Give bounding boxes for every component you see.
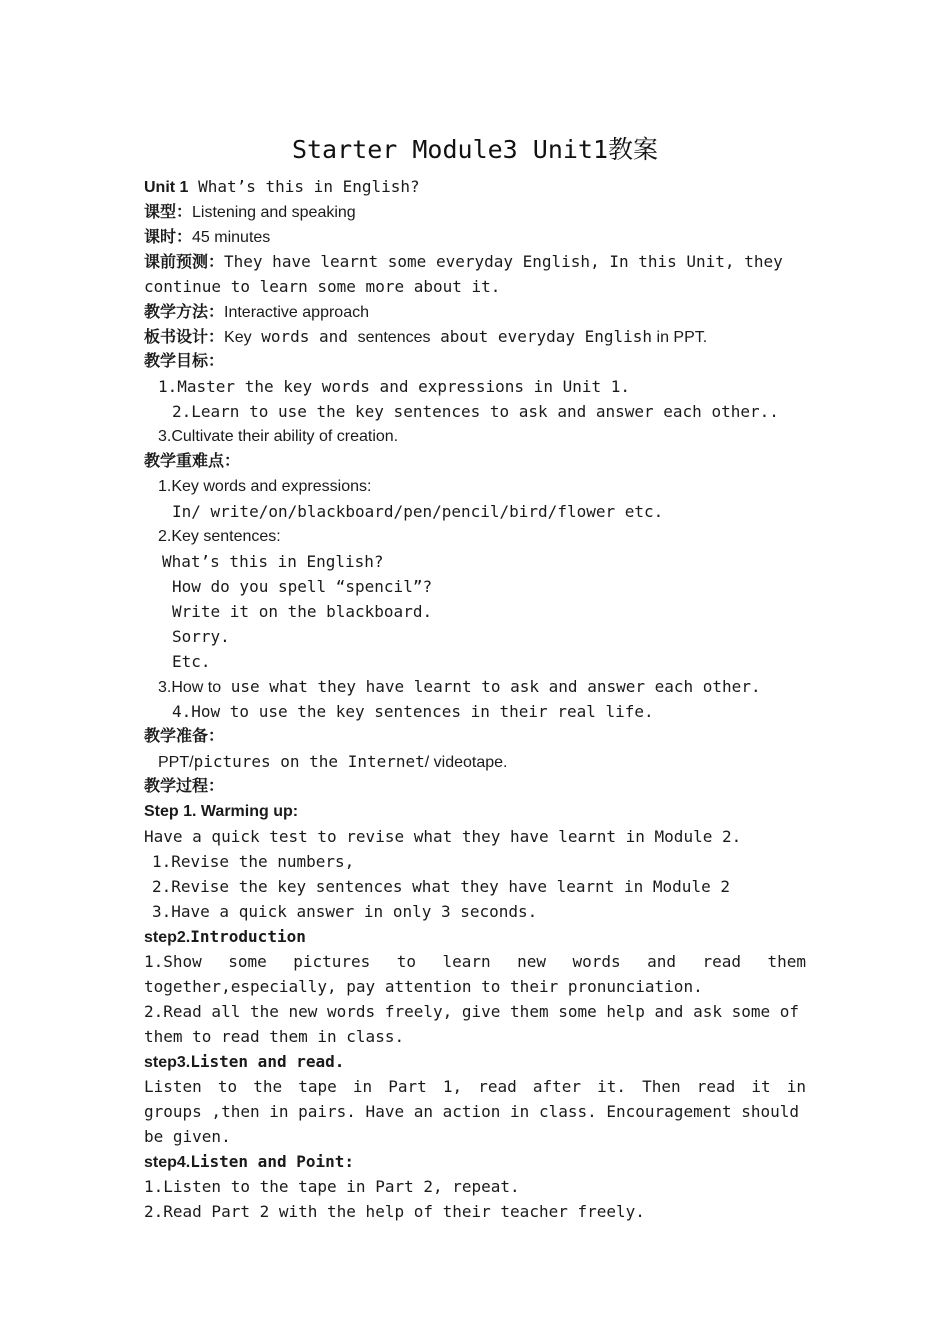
step1-heading: Step 1. Warming up: — [144, 803, 299, 820]
step4-item-2: 2.Read Part 2 with the help of their teacher freely. — [144, 1202, 645, 1221]
objective-1: 1.Master the key words and expressions in Unit 1. — [158, 377, 631, 396]
step2-item-2-line-1: 2.Read all the new words freely, give them some help and ask some of — [144, 1002, 800, 1021]
pre-forecast-label: 课前预测： — [144, 254, 225, 271]
pre-forecast-text-2: continue to learn some more about it. — [144, 277, 501, 296]
step2-heading — [144, 924, 806, 949]
key-sentence-2: How do you spell “spencil”? — [172, 577, 433, 596]
step4-item-1: 1.Listen to the tape in Part 2, repeat. — [144, 1177, 520, 1196]
key-sentence-4: Sorry. — [172, 627, 230, 646]
objectives-heading: 教学目标： — [144, 353, 225, 370]
preparation-heading: 教学准备： — [144, 728, 225, 745]
pre-forecast-line — [144, 249, 806, 274]
step2-prefix: step2. — [144, 929, 191, 946]
board-key: Key — [224, 329, 252, 346]
objective-2: 2.Learn to use the key sentences to ask and answer each other.. — [172, 402, 779, 421]
step3-line-2: groups ,then in pairs. Have an action in class. Encouragement should — [144, 1102, 800, 1121]
page-title: Starter Module3 Unit1教案 — [291, 135, 659, 164]
duration-value: 45 minutes — [192, 229, 271, 246]
step3-title: Listen and read. — [190, 1052, 345, 1071]
step4-prefix: step4. — [144, 1154, 191, 1171]
step3-prefix: step3. — [144, 1054, 191, 1071]
key-sentence-1: What’s this in English? — [162, 552, 384, 571]
duration-line — [144, 224, 806, 249]
objective-3: 3.Cultivate their ability of creation. — [158, 428, 399, 445]
lesson-type-label: 课型： — [144, 204, 193, 221]
step2-item-1-line-2: together,especially, pay attention to their pronunciation. — [144, 977, 703, 996]
board-sentences: sentences — [357, 329, 431, 346]
key-words-list: In/ write/on/blackboard/pen/pencil/bird/flower etc. — [172, 502, 664, 521]
step2-item-2-line-2: them to read them in class. — [144, 1027, 405, 1046]
lesson-type-line — [144, 199, 806, 224]
prep-pictures: pictures on the Internet — [193, 752, 425, 771]
step1-item-2: 2.Revise the key sentences what they have learnt in Module 2 — [152, 877, 730, 896]
duration-label: 课时： — [144, 229, 193, 246]
board-about: about everyday English — [430, 327, 653, 346]
key-sentences-heading: 2.Key sentences: — [158, 528, 281, 545]
step3-line-3: be given. — [144, 1127, 231, 1146]
method-value: Interactive approach — [224, 304, 369, 321]
unit-title: What’s this in English? — [188, 177, 420, 196]
key-words-heading: 1.Key words and expressions: — [158, 478, 372, 495]
process-heading: 教学过程： — [144, 778, 225, 795]
preparation-line — [144, 749, 806, 774]
prep-ppt: PPT/ — [158, 754, 194, 771]
unit-label: Unit 1 — [144, 179, 189, 196]
step1-item-3: 3.Have a quick answer in only 3 seconds. — [152, 902, 538, 921]
key-point-3 — [144, 674, 806, 699]
step3-heading — [144, 1049, 806, 1074]
step2-title: Introduction — [190, 927, 306, 946]
key-point-3-text: use what they have learnt to ask and answer each other. — [221, 677, 761, 696]
key-points-heading: 教学重难点： — [144, 453, 241, 470]
key-point-3-prefix: 3.How to — [158, 679, 222, 696]
key-sentence-5: Etc. — [172, 652, 211, 671]
step4-title: Listen and Point: — [190, 1152, 355, 1171]
step3-line-1: Listen to the tape in Part 1, read after it. Then read it in — [144, 1077, 806, 1096]
step2-item-1-line-1: 1.Show some pictures to learn new words and read them — [144, 952, 806, 971]
board-label: 板书设计： — [144, 329, 225, 346]
board-in-ppt: in PPT. — [652, 329, 708, 346]
document-body — [144, 174, 806, 1224]
unit-line — [144, 174, 806, 199]
key-point-4: 4.How to use the key sentences in their real life. — [172, 702, 654, 721]
prep-videotape: / videotape. — [424, 754, 508, 771]
method-label: 教学方法： — [144, 304, 225, 321]
step1-intro: Have a quick test to revise what they have learnt in Module 2. — [144, 827, 742, 846]
board-design-line — [144, 324, 806, 349]
key-sentence-3: Write it on the blackboard. — [172, 602, 433, 621]
pre-forecast-text-1: They have learnt some everyday English, In this Unit, they — [224, 252, 783, 271]
board-words-and: words and — [251, 327, 358, 346]
step1-item-1: 1.Revise the numbers, — [152, 852, 355, 871]
method-line — [144, 299, 806, 324]
step4-heading — [144, 1149, 806, 1174]
lesson-type-value: Listening and speaking — [192, 204, 356, 221]
